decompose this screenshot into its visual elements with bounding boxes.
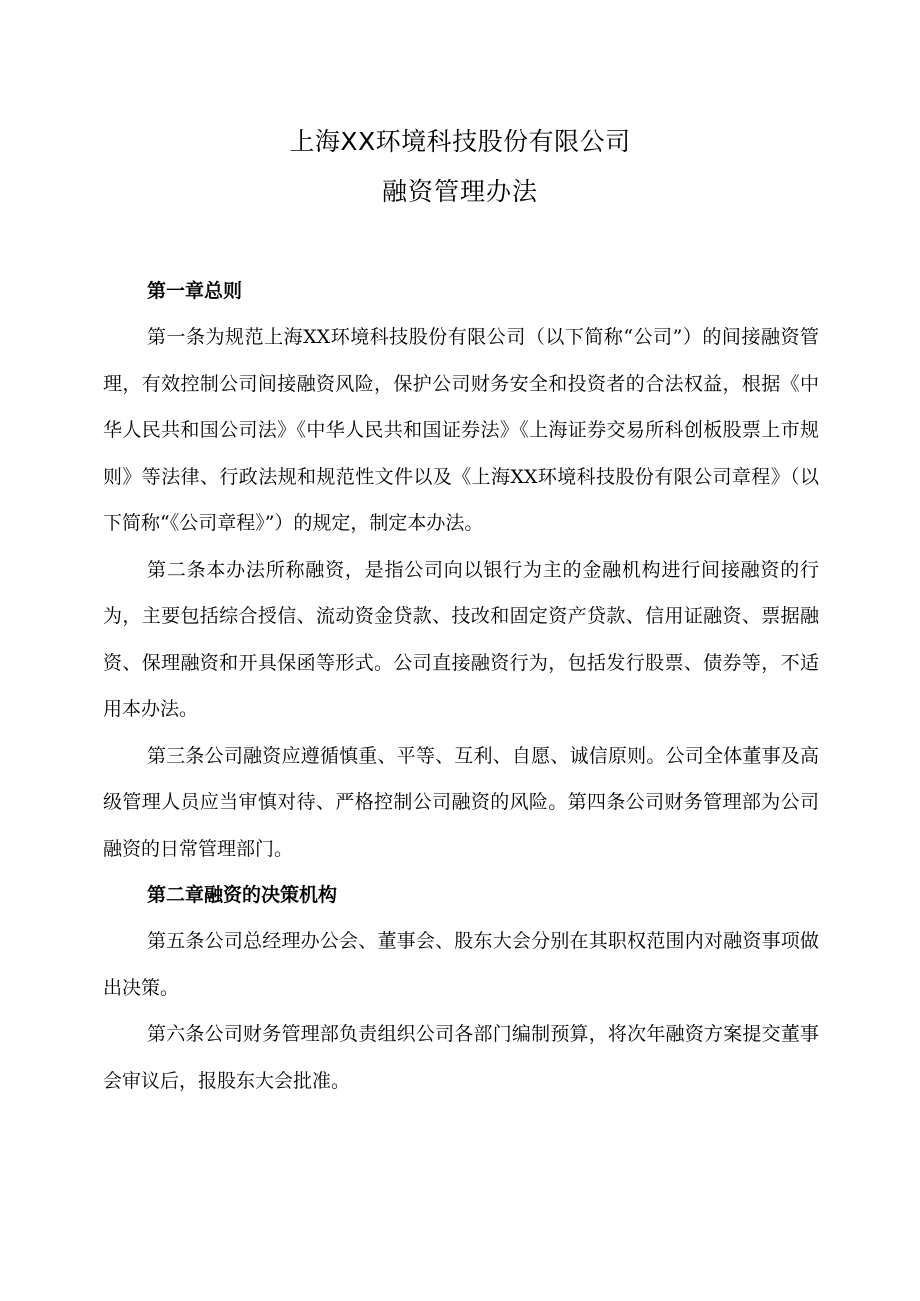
document-title: 上海XX环境科技股份有限公司 bbox=[289, 127, 631, 156]
article-paragraph: 第六条公司财务管理部负责组织公司各部门编制预算，将次年融资方案提交董事会审议后，报股东大会批准。 bbox=[103, 1023, 819, 1092]
chapter-heading: 第二章融资的决策机构 bbox=[147, 884, 338, 906]
document-body bbox=[103, 268, 819, 1104]
article-paragraph: 第三条公司融资应遵循慎重、平等、互利、自愿、诚信原则。公司全体董事及高级管理人员应当审慎对待、严格控制公司融资的风险。第四条公司财务管理部为公司融资的日常管理部门。 bbox=[103, 744, 819, 860]
article-paragraph: 第五条公司总经理办公会、董事会、股东大会分别在其职权范围内对融资事项做出决策。 bbox=[103, 930, 819, 999]
chapter-heading: 第一章总则 bbox=[147, 280, 243, 302]
document-subtitle: 融资管理办法 bbox=[381, 177, 538, 206]
article-paragraph: 第二条本办法所称融资，是指公司向以银行为主的金融机构进行间接融资的行为，主要包括综合授信、流动资金贷款、技改和固定资产贷款、信用证融资、票据融资、保理融资和开具保函等形式。公司直接融资行为，包括发行股票、债券等，不适用本办法。 bbox=[103, 558, 819, 720]
article-paragraph: 第一条为规范上海XX环境科技股份有限公司（以下简称“公司”）的间接融资管理，有效控制公司间接融资风险，保护公司财务安全和投资者的合法权益，根据《中华人民共和国公司法》《中华人民共和国证券法》《上海证券交易所科创板股票上市规则》等法律、行政法规和规范性文件以及《上海XX环境科技股份有限公司章程》（以下简称“《公司章程》”）的规定，制定本办法。 bbox=[103, 326, 819, 534]
